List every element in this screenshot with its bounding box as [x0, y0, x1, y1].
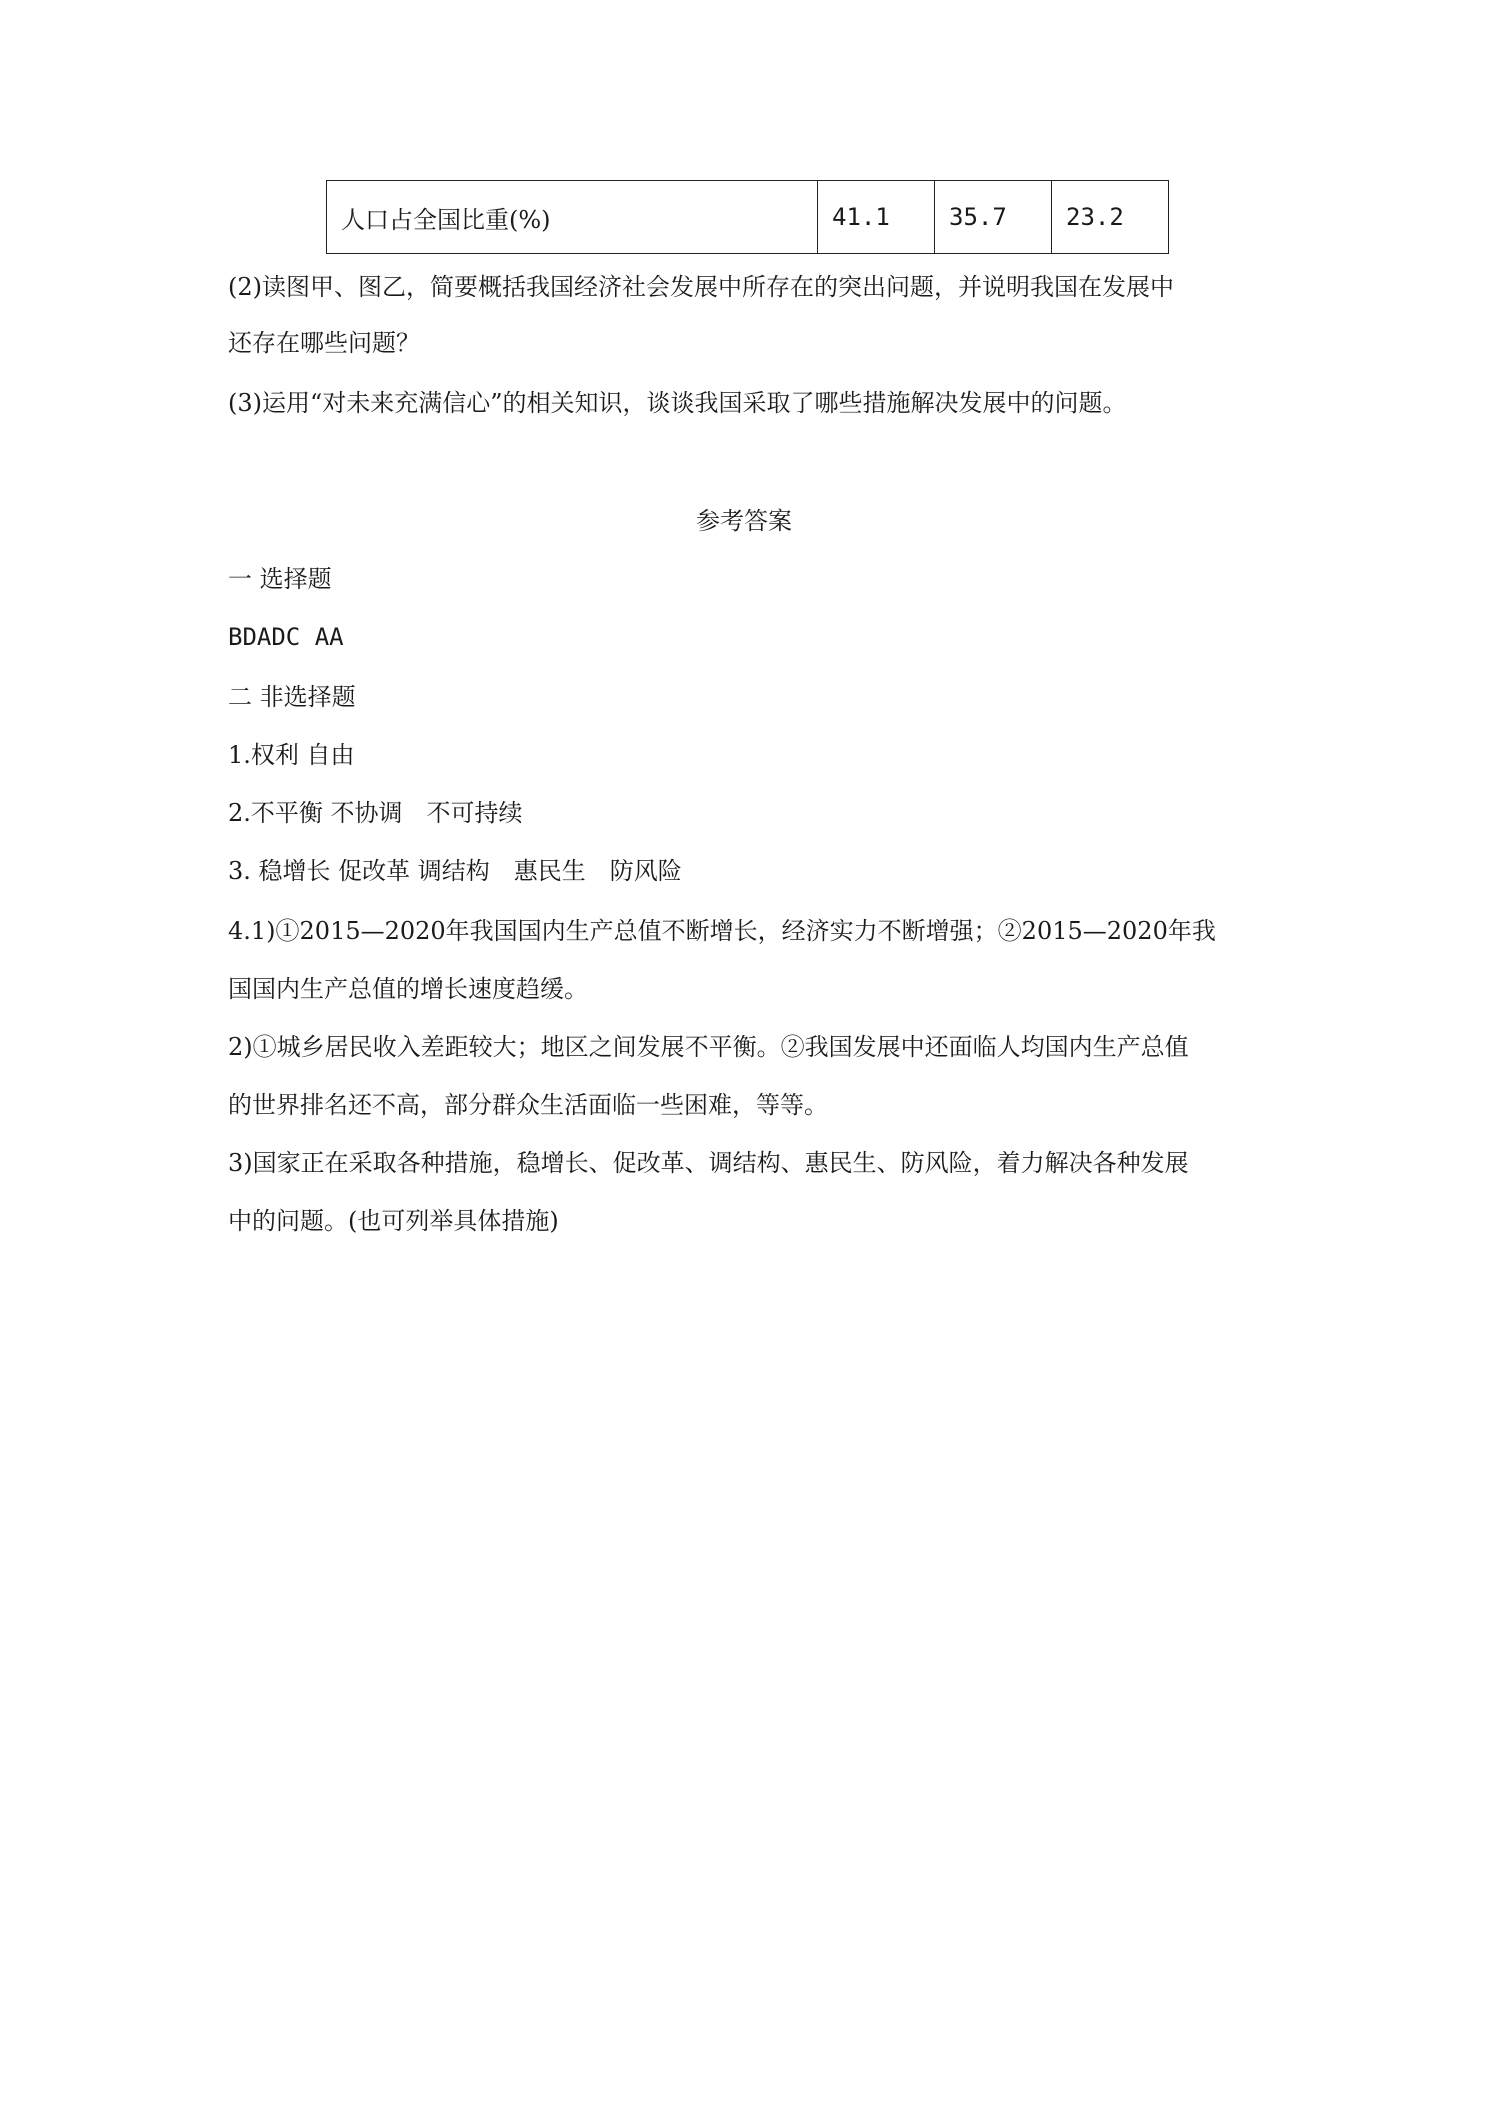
table-cell-value: 41.1 [818, 181, 935, 254]
table-cell-value: 35.7 [935, 181, 1052, 254]
answers-title: 参考答案 [696, 507, 792, 535]
question-3: (3)运用“对未来充满信心”的相关知识，谈谈我国采取了哪些措施解决发展中的问题。 [228, 389, 1127, 417]
answer-4-1-line-1: 4.1)①2015—2020年我国国内生产总值不断增长，经济实力不断增强；②2015—2020年我 [228, 917, 1216, 945]
answer-3: 3. 稳增长 促改革 调结构 惠民生 防风险 [228, 857, 682, 885]
population-table [326, 180, 1169, 254]
table-cell-label: 人口占全国比重(%) [327, 181, 818, 254]
section-1-heading: 一 选择题 [228, 565, 332, 593]
answer-4-2-line-2: 的世界排名还不高，部分群众生活面临一些困难，等等。 [228, 1091, 828, 1119]
section-1-answers: BDADC AA [228, 623, 344, 651]
question-2-line-1: (2)读图甲、图乙，简要概括我国经济社会发展中所存在的突出问题，并说明我国在发展中 [228, 273, 1174, 301]
answer-4-3-line-1: 3)国家正在采取各种措施，稳增长、促改革、调结构、惠民生、防风险，着力解决各种发展 [228, 1149, 1189, 1177]
answer-4-2-line-1: 2)①城乡居民收入差距较大；地区之间发展不平衡。②我国发展中还面临人均国内生产总值 [228, 1033, 1189, 1061]
answer-2: 2.不平衡 不协调 不可持续 [228, 799, 523, 827]
table-cell-value: 23.2 [1052, 181, 1169, 254]
answer-4-3-line-2: 中的问题。(也可列举具体措施) [228, 1207, 559, 1235]
question-2-line-2: 还存在哪些问题？ [228, 329, 420, 357]
section-2-heading: 二 非选择题 [228, 683, 356, 711]
table-row [327, 181, 1169, 254]
answer-1: 1.权利 自由 [228, 741, 355, 769]
answer-4-1-line-2: 国国内生产总值的增长速度趋缓。 [228, 975, 588, 1003]
